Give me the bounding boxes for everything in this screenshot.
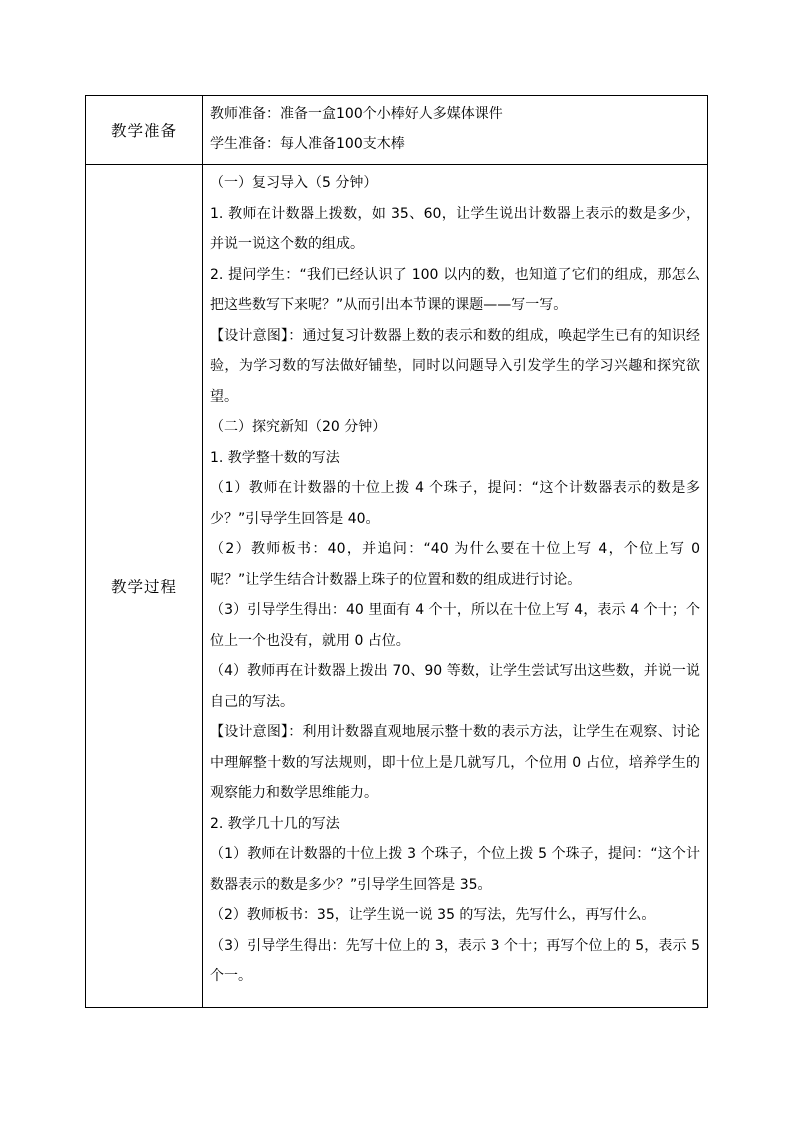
tens-ones-heading: 2. 教学几十几的写法 xyxy=(210,815,340,832)
review-design-intent: 【设计意图】：通过复习计数器上数的表示和数的组成，唤起学生已有的知识经验，为学习数的写法做好铺垫，同时以问题导入引发学生的学习兴趣和探究欲望。 xyxy=(210,327,700,405)
tens-step-3: （3）引导学生得出：40 里面有 4 个十，所以在十位上写 4，表示 4 个十；个位上一个也没有，就用 0 占位。 xyxy=(210,602,700,649)
review-step-1: 1. 教师在计数器上拨数，如 35、60，让学生说出计数器上表示的数是多少，并说一说这个数的组成。 xyxy=(210,205,700,252)
lesson-plan-table xyxy=(85,95,708,1008)
tens-step-1: （1）教师在计数器的十位上拨 4 个珠子，提问：“这个计数器表示的数是多少？”引导学生回答是 40。 xyxy=(210,480,700,527)
tens-step-2: （2）教师板书：40，并追问：“40 为什么要在十位上写 4，个位上写 0 呢？”让学生结合计数器上珠子的位置和数的组成进行讨论。 xyxy=(210,541,700,588)
preparation-content xyxy=(203,96,708,165)
review-heading: （一）复习导入（5 分钟） xyxy=(210,175,378,191)
tens-design-intent: 【设计意图】：利用计数器直观地展示整十数的表示方法，让学生在观察、讨论中理解整十数的写法规则，即十位上是几就写几，个位用 0 占位，培养学生的观察能力和数学思维能力。 xyxy=(210,724,700,801)
process-label: 教学过程 xyxy=(86,165,203,1008)
student-preparation: 学生准备：每人准备100支木棒 xyxy=(210,136,405,152)
explore-heading: （二）探究新知（20 分钟） xyxy=(210,419,387,435)
tens-ones-step-2: （2）教师板书：35，让学生说一说 35 的写法，先写什么，再写什么。 xyxy=(210,907,656,923)
tens-ones-step-3: （3）引导学生得出：先写十位上的 3，表示 3 个十；再写个位上的 5，表示 5 个一。 xyxy=(210,937,700,984)
teacher-preparation: 教师准备：准备一盒100个小棒好人多媒体课件 xyxy=(210,106,503,122)
tens-step-4: （4）教师再在计数器上拨出 70、90 等数，让学生尝试写出这些数，并说一说自己的写法。 xyxy=(210,663,700,710)
review-step-2: 2. 提问学生：“我们已经认识了 100 以内的数，也知道了它们的组成，那怎么把这些数写下来呢？”从而引出本节课的课题——写一写。 xyxy=(210,266,700,313)
process-content xyxy=(203,165,708,1008)
tens-ones-step-1: （1）教师在计数器的十位上拨 3 个珠子，个位上拨 5 个珠子，提问：“这个计数器表示的数是多少？”引导学生回答是 35。 xyxy=(210,846,700,893)
preparation-row xyxy=(86,96,708,165)
tens-heading: 1. 教学整十数的写法 xyxy=(210,449,340,466)
process-row xyxy=(86,165,708,1008)
preparation-label: 教学准备 xyxy=(86,96,203,165)
